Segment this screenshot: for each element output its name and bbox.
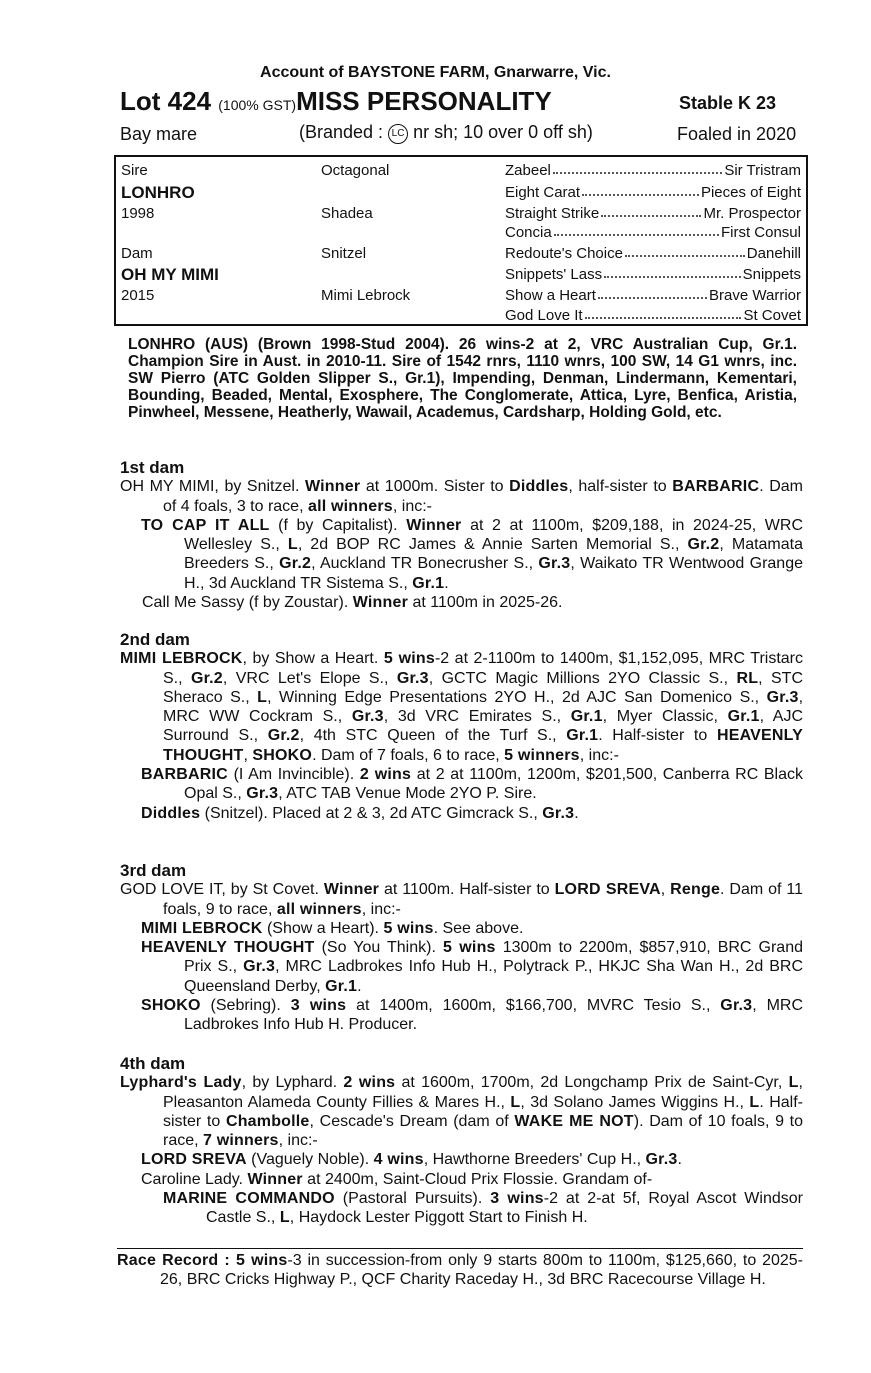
dam-entry: GOD LOVE IT, by St Covet. Winner at 1100m. Half-sister to LORD SREVA, Renge. Dam of 11 foals, 9 to race, all winners, inc:- (120, 881, 803, 918)
progeny-entry: MARINE COMMANDO (Pastoral Pursuits). 3 wins-2 at 2-at 5f, Royal Ascot Windsor Castle S., L, Haydock Lester Piggott Start to Finish H. (163, 1190, 803, 1227)
pedigree-line: Show a Heart Brave Warrior (505, 287, 801, 304)
progeny-entry: SHOKO (Sebring). 3 wins at 1400m, 1600m, $166,700, MVRC Tesio S., Gr.3, MRC Ladbrokes Info Hub H. Producer. (141, 997, 803, 1034)
dam-entry: OH MY MIMI, by Snitzel. Winner at 1000m. Sister to Diddles, half-sister to BARBARIC. Dam of 4 foals, 3 to race, all winners, inc:- (120, 478, 804, 515)
pedigree-table (114, 155, 808, 326)
sire-label: Sire (121, 162, 148, 179)
race-record-entry: Race Record : 5 wins-3 in succession-from only 9 starts 800m to 1100m, $125,660, to 2025-26, BRC Cricks Highway P., QCF Charity Raceday H., 3d BRC Racecourse Village H. (117, 1252, 803, 1289)
pedigree-line: Straight Strike Mr. Prospector (505, 205, 801, 222)
sire-bio: LONHRO (AUS) (Brown 1998-Stud 2004). 26 wins-2 at 2, VRC Australian Cup, Gr.1. Champion Sire in Aust. in 2010-11. Sire of 1542 rnrs, 1110 wnrs, 100 SW, 14 G1 wnrs, inc. SW Pierro (ATC Golden Slipper S., Gr.1), Impending, Denman, Lindermann, Kementari, Bounding, Beaded, Mental, Exosphere, The Conglomerate, Attica, Lyre, Benfica, Aristia, Pinwheel, Messene, Heatherly, Wawail, Academus, Cardsharp, Holding Gold, etc. (128, 336, 797, 421)
gst-note: (100% GST) (218, 97, 297, 113)
progeny-entry: TO CAP IT ALL (f by Capitalist). Winner at 2 at 1100m, $209,188, in 2024-25, WRC Wellesley S., L, 2d BOP RC James & Annie Sarten Memorial S., Gr.2, Matamata Breeders S., Gr.2, Auckland TR Bonecrusher S., Gr.3, Waikato TR Wentwood Grange H., 3d Auckland TR Sistema S., Gr.1. (141, 516, 804, 592)
brand-info (299, 122, 593, 144)
stable-location: Stable K 23 (679, 93, 777, 113)
lot-number: Lot 424 (120, 86, 212, 116)
foaled-year: Foaled in 2020 (677, 124, 797, 144)
section-heading: 2nd dam (120, 630, 190, 649)
dam-label: Dam (121, 245, 153, 262)
section-heading: 4th dam (120, 1054, 186, 1073)
pedigree-line: Zabeel Sir Tristram (505, 162, 801, 179)
fourth-dam-section (120, 1054, 803, 1228)
pedigree-line: God Love It St Covet (505, 307, 801, 324)
sire-year: 1998 (121, 205, 155, 222)
sire-dam: Shadea (321, 205, 373, 222)
third-dam-section (120, 861, 803, 1035)
race-record (117, 1248, 803, 1290)
horse-name: MISS PERSONALITY (296, 86, 552, 116)
pedigree-line: Eight Carat Pieces of Eight (505, 184, 801, 201)
progeny-entry: Call Me Sassy (f by Zoustar). Winner at 1100m in 2025-26. (142, 594, 563, 612)
dam-name: OH MY MIMI (121, 265, 219, 284)
progeny-entry: LORD SREVA (Vaguely Noble). 4 wins, Hawthorne Breeders' Cup H., Gr.3. (141, 1151, 682, 1169)
brand-suffix: nr sh; 10 over 0 off sh) (408, 122, 593, 142)
lot-title (120, 86, 552, 117)
dam-year: 2015 (121, 287, 155, 304)
dam-dam: Mimi Lebrock (321, 287, 411, 304)
sire-sire: Octagonal (321, 162, 390, 179)
dam-entry: MIMI LEBROCK, by Show a Heart. 5 wins-2 at 2-1100m to 1400m, $1,152,095, MRC Tristarc S., Gr.2, VRC Let's Elope S., Gr.3, GCTC Magic Millions 2YO Classic S., RL, STC Sheraco S., L, Winning Edge Presentations 2YO H., 2d AJC San Domenico S., Gr.3, MRC WW Cockram S., Gr.3, 3d VRC Emirates S., Gr.1, Myer Classic, Gr.1, AJC Surround S., Gr.2, 4th STC Queen of the Turf S., Gr.1. Half-sister to HEAVENLY THOUGHT, SHOKO. Dam of 7 foals, 6 to race, 5 winners, inc:- (120, 650, 804, 764)
sex-colour: Bay mare (120, 124, 198, 144)
second-dam-section (120, 630, 803, 823)
progeny-entry: HEAVENLY THOUGHT (So You Think). 5 wins 1300m to 2200m, $857,910, BRC Grand Prix S., Gr.3, MRC Ladbrokes Info Hub H., Polytrack P., HKJC Sha Wan H., 2d BRC Queensland Derby, Gr.1. (141, 939, 804, 995)
section-heading: 1st dam (120, 458, 185, 477)
race-record-label: Race Record : 5 wins (117, 1252, 288, 1269)
dam-entry: Lyphard's Lady, by Lyphard. 2 wins at 1600m, 1700m, 2d Longchamp Prix de Saint-Cyr, L, Pleasanton Alameda County Fillies & Mares H., L, 3d Solano James Wiggins H., L. Half-sister to Chambolle, Cescade's Dream (dam of WAKE ME NOT). Dam of 10 foals, 9 to race, 7 winners, inc:- (120, 1074, 803, 1150)
brand-prefix: (Branded : (299, 122, 389, 142)
account-line: Account of BAYSTONE FARM, Gnarwarre, Vic. (260, 64, 611, 81)
dam-sire: Snitzel (321, 245, 367, 262)
progeny-entry: MIMI LEBROCK (Show a Heart). 5 wins. See above. (141, 919, 524, 937)
sire-name: LONHRO (121, 183, 195, 202)
pedigree-line: Snippets' Lass Snippets (505, 266, 801, 283)
progeny-entry: BARBARIC (I Am Invincible). 2 wins at 2 at 1100m, 1200m, $201,500, Canberra RC Black Opal S., Gr.3, ATC TAB Venue Mode 2YO P. Sire. (141, 766, 803, 803)
pedigree-line: Redoute's Choice Danehill (505, 245, 801, 262)
progeny-entry: Diddles (Snitzel). Placed at 2 & 3, 2d ATC Gimcrack S., Gr.3. (141, 804, 579, 822)
section-heading: 3rd dam (120, 861, 187, 880)
brand-lc-icon: LC (388, 124, 408, 144)
first-dam-section (120, 458, 803, 612)
progeny-entry: Caroline Lady. Winner at 2400m, Saint-Cloud Prix Flossie. Grandam of- (141, 1170, 653, 1188)
pedigree-line: Concia First Consul (505, 224, 801, 241)
